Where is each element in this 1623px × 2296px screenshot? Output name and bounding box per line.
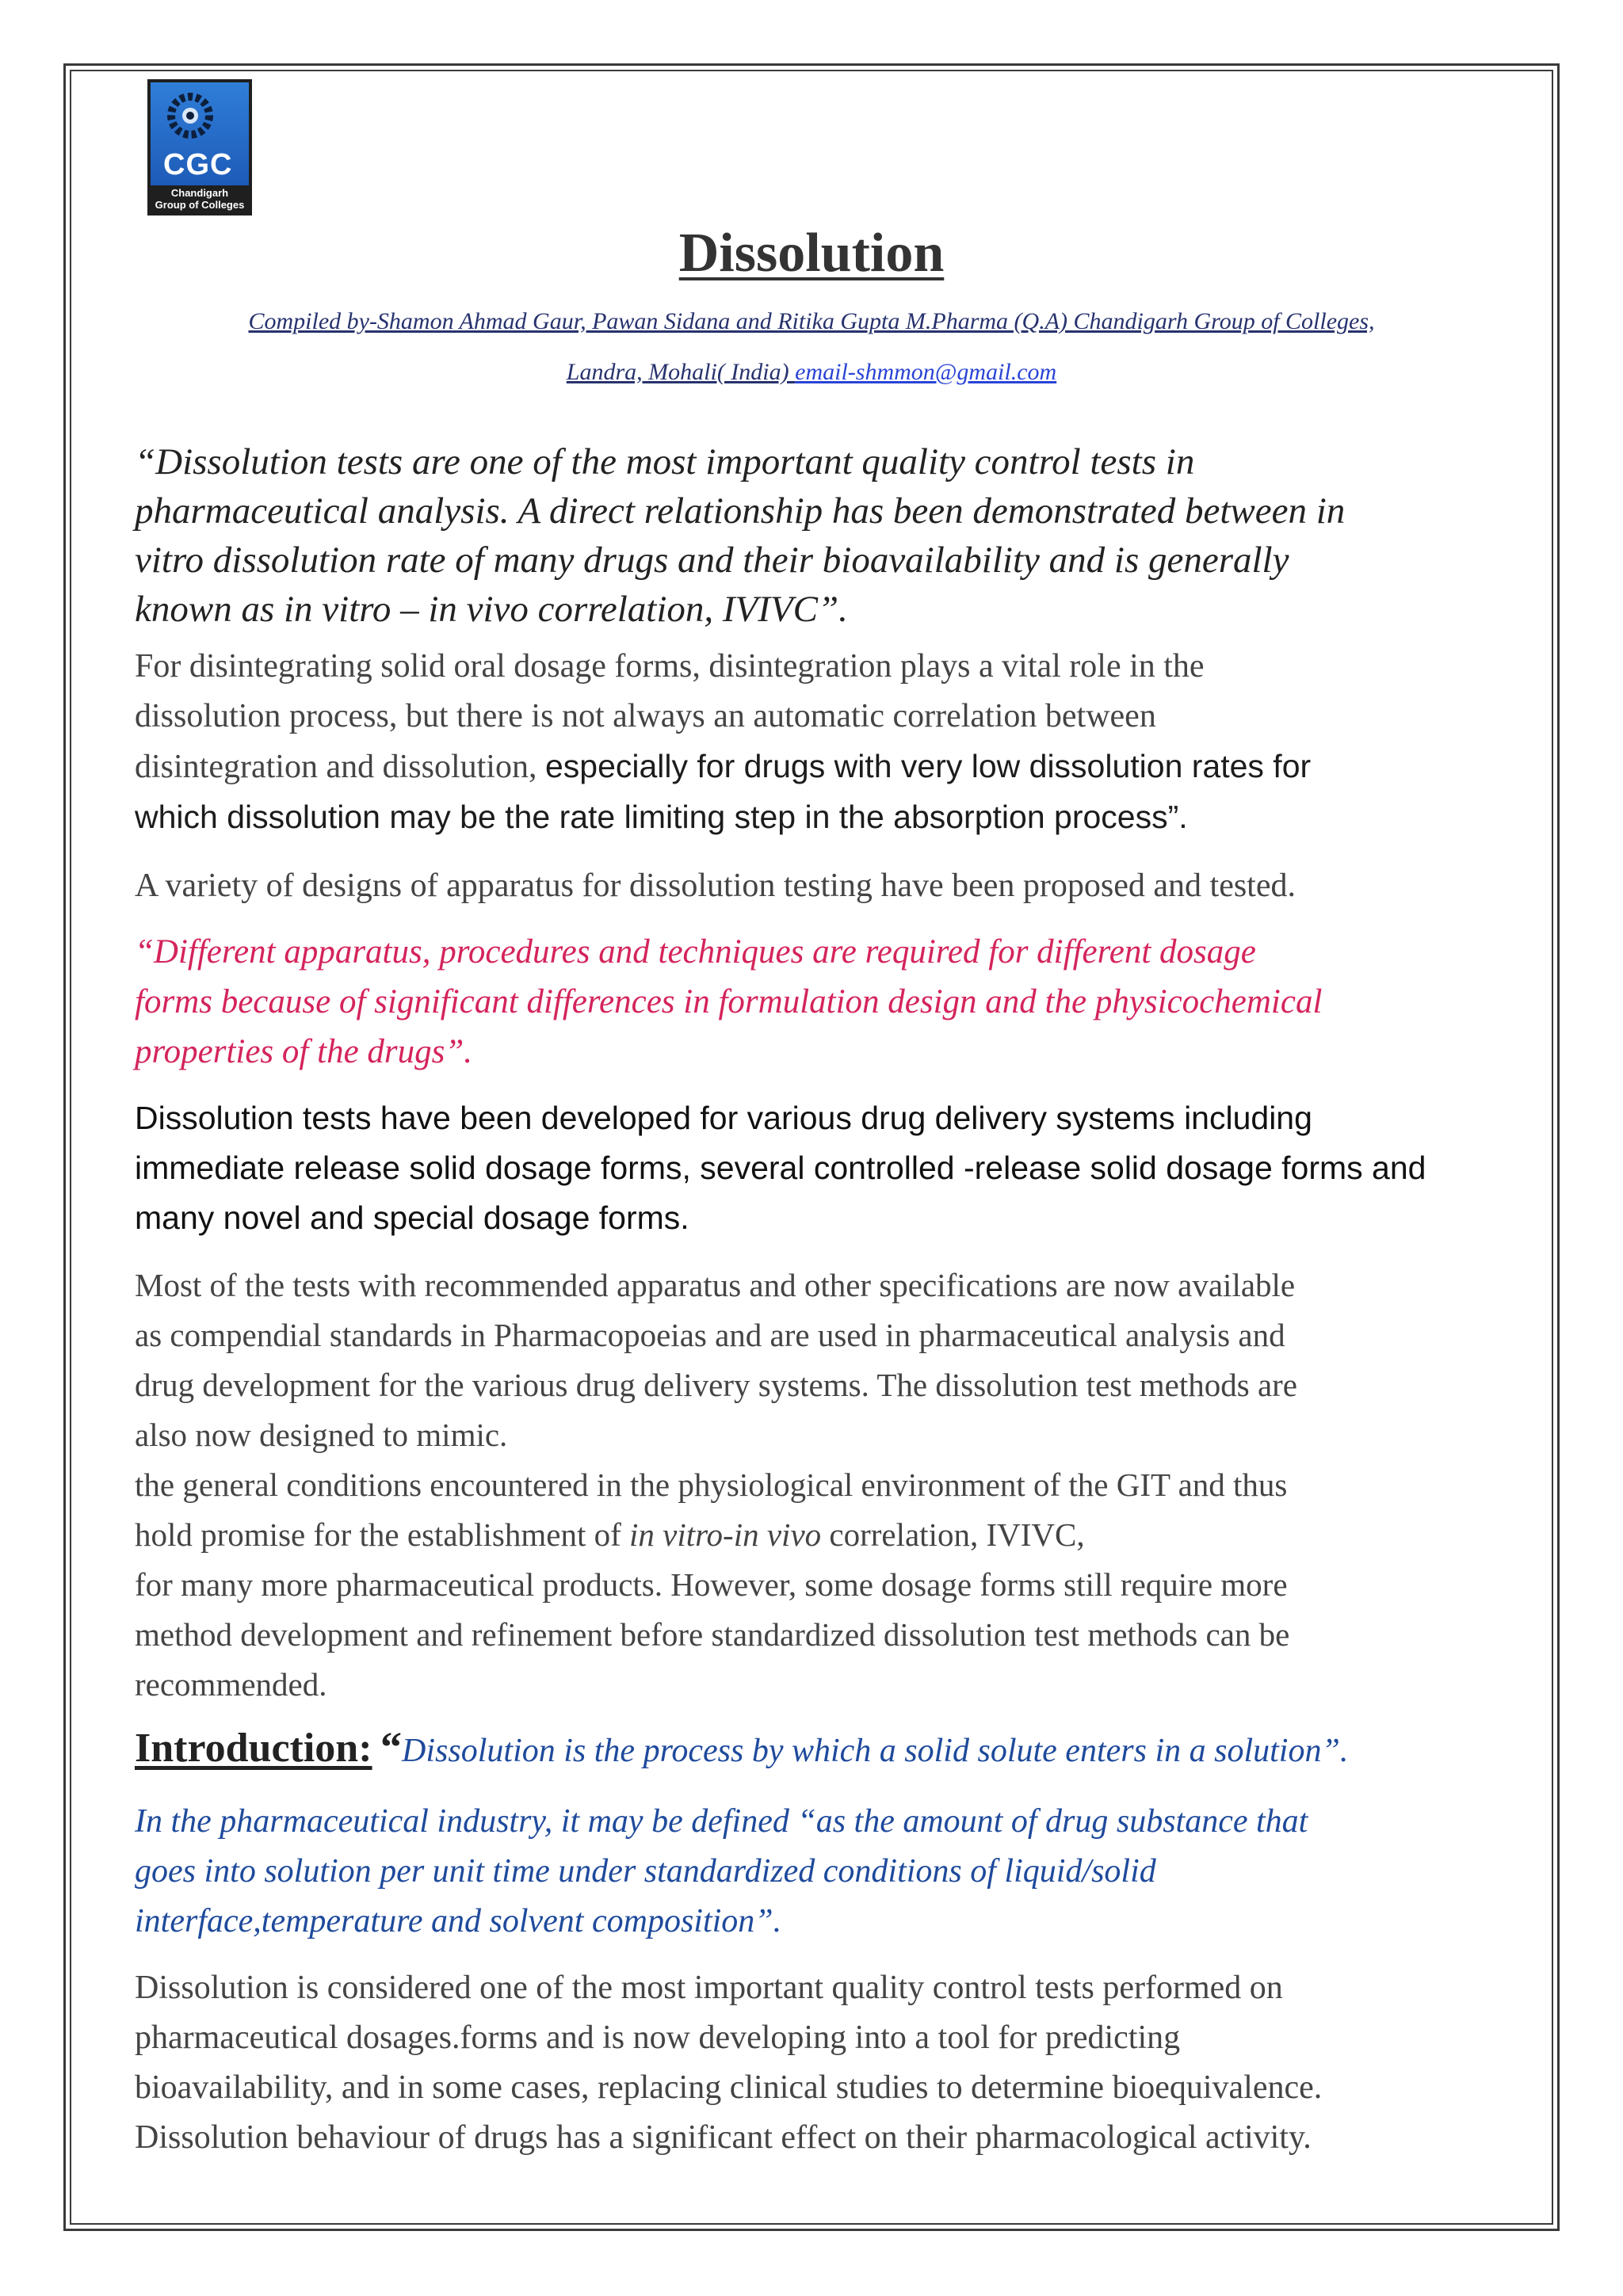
industry-definition-paragraph: [135, 1797, 1482, 1947]
email-link[interactable]: email-shmmon@gmail.com: [795, 359, 1057, 385]
quote-paragraph-1: [135, 437, 1482, 634]
most-line: drug development for the various drug delivery systems. The dissolution test methods are: [135, 1367, 1297, 1403]
last-line: bioavailability, and in some cases, replacing clinical studies to determine bioequivalence.: [135, 2069, 1323, 2106]
blue-line: goes into solution per unit time under standardized conditions of liquid/solid: [135, 1853, 1156, 1890]
red-quote-line: “Different apparatus, procedures and techniques are required for different dosage: [135, 933, 1256, 971]
most-line: the general conditions encountered in the physiological environment of the GIT and thus: [135, 1466, 1288, 1503]
compendial-paragraph: [135, 1261, 1482, 1710]
intro-definition: Dissolution is the process by which a solid solute enters in a solution”.: [402, 1733, 1349, 1769]
most-line: for many more pharmaceutical products. However, some dosage forms still require more: [135, 1566, 1288, 1603]
variety-paragraph: [135, 861, 1482, 910]
logo-abbrev: CGC: [163, 148, 233, 181]
body1-line: For disintegrating solid oral dosage forms, disintegration plays a vital role in the: [135, 648, 1205, 685]
quote1-line: known as in vitro – in vivo correlation, IVIVC”.: [135, 589, 848, 630]
introduction-heading: Introduction:: [135, 1726, 372, 1771]
most-line6-c: correlation, IVIVC,: [821, 1516, 1085, 1553]
logo-caption-line1: Chandigarh: [170, 187, 229, 199]
last-line: Dissolution behaviour of drugs has a significant effect on their pharmacological activity.: [135, 2119, 1312, 2156]
body1-line3-sans: especially for drugs with very low dissolution rates for: [544, 748, 1312, 784]
introduction-line: [135, 1723, 1482, 1775]
blue-line: In the pharmaceutical industry, it may be defined “as the amount of drug substance that: [135, 1803, 1308, 1840]
gear-ring-icon: [165, 90, 216, 141]
disintegration-paragraph: [135, 642, 1482, 842]
sans-line: Dissolution tests have been developed for various drug delivery systems including: [135, 1100, 1312, 1136]
most-line: recommended.: [135, 1666, 327, 1703]
page-title: [0, 220, 1623, 287]
quote1-line: pharmaceutical analysis. A direct relationship has been demonstrated between in: [135, 490, 1346, 532]
most-line: also now designed to mimic.: [135, 1417, 508, 1453]
most-line: as compendial standards in Pharmacopoeias and are used in pharmaceutical analysis and: [135, 1317, 1285, 1353]
logo-background: [151, 82, 249, 185]
most-line: method development and refinement before standardized dissolution test methods can be: [135, 1616, 1290, 1653]
quality-control-paragraph: [135, 1963, 1482, 2163]
body1-line: dissolution process, but there is not always an automatic correlation between: [135, 698, 1156, 734]
byline-line2: [0, 358, 1623, 387]
red-quote-paragraph: [135, 927, 1482, 1077]
byline-line1: [0, 307, 1623, 336]
quote1-line: “Dissolution tests are one of the most important quality control tests in: [135, 441, 1195, 482]
logo-caption: [151, 187, 249, 211]
body1-line: which dissolution may be the rate limiting step in the absorption process”.: [135, 799, 1188, 835]
last-line: pharmaceutical dosages.forms and is now developing into a tool for predicting: [135, 2019, 1181, 2056]
intro-line: [135, 1723, 1482, 1775]
sans-line: many novel and special dosage forms.: [135, 1199, 689, 1236]
body1-line3-serif: disintegration and dissolution,: [135, 749, 545, 785]
sans-line: immediate release solid dosage forms, several controlled -release solid dosage forms and: [135, 1150, 1426, 1186]
blue-line: interface,temperature and solvent composition”.: [135, 1903, 782, 1939]
byline-text2: Landra, Mohali( India): [566, 359, 796, 385]
logo-caption-line2: Group of Colleges: [155, 199, 245, 211]
quote1-line: vitro dissolution rate of many drugs and their bioavailability and is generally: [135, 540, 1289, 581]
last-line: Dissolution is considered one of the most important quality control tests performed on: [135, 1970, 1283, 2006]
most-line6-italic: in vitro-in vivo: [629, 1516, 822, 1553]
red-quote-line: forms because of significant differences in formulation design and the physicochemical: [135, 983, 1323, 1020]
page-title-text: Dissolution: [678, 223, 945, 284]
red-quote-line: properties of the drugs”.: [135, 1033, 473, 1070]
most-line: [135, 1510, 1482, 1560]
college-logo: [147, 79, 252, 215]
delivery-systems-paragraph: [135, 1093, 1482, 1243]
body1-line: [135, 742, 1482, 792]
variety-line: A variety of designs of apparatus for dissolution testing have been proposed and tested.: [135, 868, 1296, 904]
intro-open-quote: “: [380, 1723, 403, 1771]
most-line: Most of the tests with recommended apparatus and other specifications are now available: [135, 1267, 1296, 1303]
byline-text1: Compiled by-Shamon Ahmad Gaur, Pawan Sidana and Ritika Gupta M.Pharma (Q.A) Chandigarh Group of Colleges,: [248, 308, 1375, 334]
most-line6-a: hold promise for the establishment of: [135, 1516, 629, 1553]
